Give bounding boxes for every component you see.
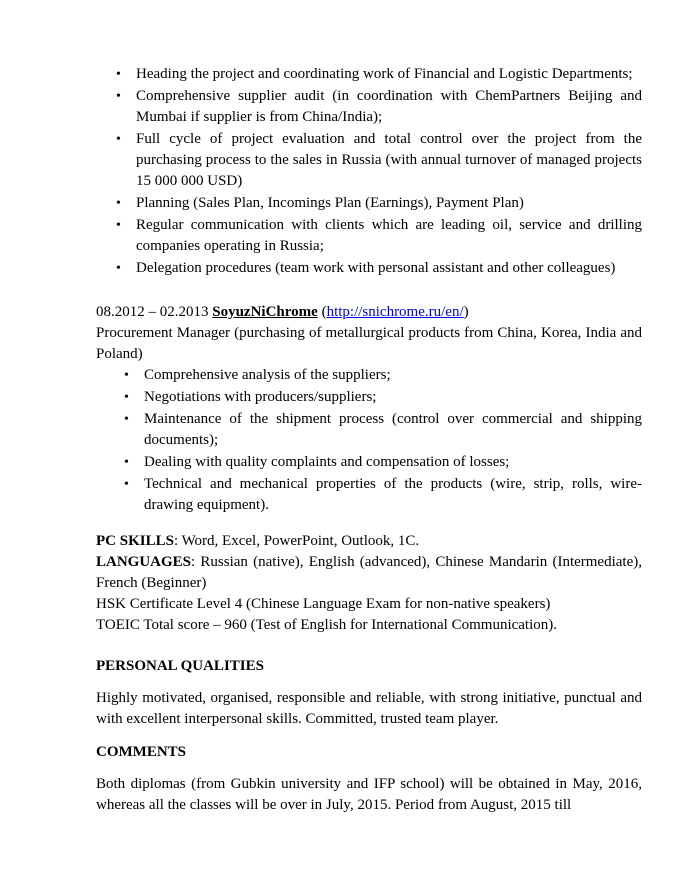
bullet-icon: • [124, 390, 129, 405]
bullet-icon: • [116, 196, 121, 211]
toeic-score: TOEIC Total score – 960 (Test of English for International Communication). [96, 617, 558, 633]
bullet-icon: • [124, 368, 129, 383]
pc-skills: PC SKILLS: Word, Excel, PowerPoint, Outlook, 1C. [96, 533, 420, 549]
job-period: 08.2012 – 02.2013 [96, 304, 209, 320]
company-name: SoyuzNiChrome [212, 304, 318, 320]
list-item: • Maintenance of the shipment process (control over commercial and shipping documents); [124, 411, 642, 448]
personal-qualities-text: Highly motivated, organised, responsible and reliable, with strong initiative, punctual and with excellent interpersonal skills. Committed, trusted team player. [96, 690, 642, 727]
job-position: Procurement Manager (purchasing of metallurgical products from China, Korea, India and Poland) [96, 325, 642, 362]
bullet-icon: • [116, 261, 121, 276]
languages: LANGUAGES: Russian (native), English (advanced), Chinese Mandarin (Intermediate), French (Beginner) [96, 554, 642, 591]
list-item: • Planning (Sales Plan, Incomings Plan (Earnings), Payment Plan) [136, 193, 642, 214]
list-item: • Negotiations with producers/suppliers; [144, 387, 642, 408]
bullet-icon: • [124, 412, 129, 427]
company-link[interactable]: http://snichrome.ru/en/ [326, 304, 464, 320]
hsk-certificate: HSK Certificate Level 4 (Chinese Language Exam for non-native speakers) [96, 596, 551, 612]
list-item: • Delegation procedures (team work with personal assistant and other colleagues) [136, 258, 642, 279]
bullet-icon: • [124, 477, 129, 492]
languages-label: LANGUAGES [96, 554, 192, 570]
bullet-icon: • [124, 455, 129, 470]
bullet-icon: • [116, 132, 121, 147]
previous-job-duties-list [96, 64, 642, 279]
job-duties-list [96, 365, 642, 516]
list-item: • Dealing with quality complaints and compensation of losses; [144, 452, 642, 473]
list-item: • Heading the project and coordinating work of Financial and Logistic Departments; [136, 64, 642, 85]
resume-page [96, 64, 642, 816]
comments-heading: COMMENTS [96, 744, 186, 760]
bullet-icon: • [116, 67, 121, 82]
pc-skills-label: PC SKILLS [96, 533, 174, 549]
bullet-icon: • [116, 218, 121, 233]
personal-qualities-heading: PERSONAL QUALITIES [96, 658, 264, 674]
list-item: • Comprehensive analysis of the suppliers; [144, 365, 642, 386]
job-header: 08.2012 – 02.2013 SoyuzNiChrome (http://snichrome.ru/en/) [96, 304, 469, 320]
comments-text: Both diplomas (from Gubkin university and IFP school) will be obtained in May, 2016, whereas all the classes will be over in July, 2015. Period from August, 2015 till [96, 776, 642, 813]
list-item: • Regular communication with clients which are leading oil, service and drilling companies operating in Russia; [116, 217, 642, 254]
list-item: • Technical and mechanical properties of the products (wire, strip, rolls, wire-drawing equipment). [124, 476, 642, 513]
list-item: • Full cycle of project evaluation and total control over the project from the purchasing process to the sales in Russia (with annual turnover of managed projects 15 000 000 USD) [116, 131, 642, 189]
list-item: • Comprehensive supplier audit (in coordination with ChemPartners Beijing and Mumbai if supplier is from China/India); [116, 88, 642, 125]
bullet-icon: • [116, 89, 121, 104]
